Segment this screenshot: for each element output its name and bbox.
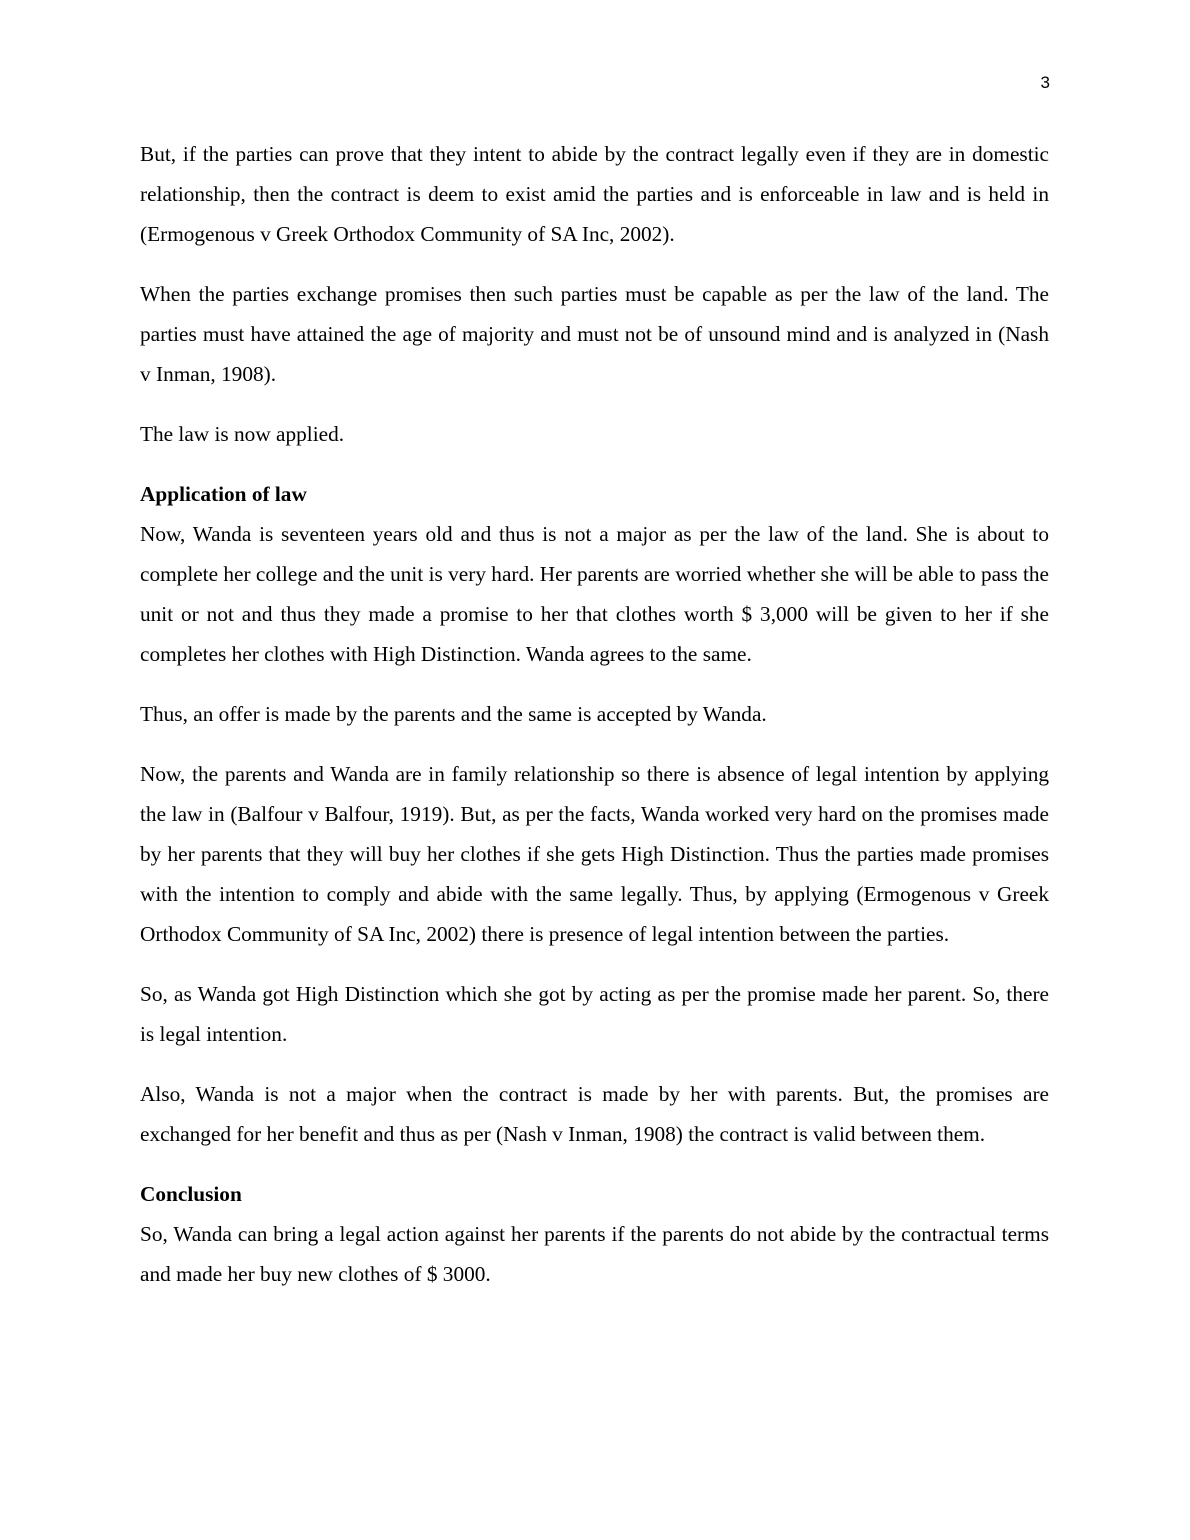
paragraph-high-distinction: So, as Wanda got High Distinction which she got by acting as per the promise made her parent. So, there is legal intention. (140, 982, 1049, 1046)
paragraph-offer-acceptance: Thus, an offer is made by the parents and the same is accepted by Wanda. (140, 702, 767, 726)
paragraph-domestic-intention: But, if the parties can prove that they intent to abide by the contract legally even if they are in domestic relationship, then the contract is deem to exist amid the parties and is enforceable in law and is held in (Ermogenous v Greek Orthodox Community of SA Inc, 2002). (140, 142, 1049, 246)
paragraph-conclusion: So, Wanda can bring a legal action against her parents if the parents do not abide by the contractual terms and made her buy new clothes of $ 3000. (140, 1222, 1049, 1286)
page-number: 3 (1040, 73, 1050, 92)
paragraph-wanda-facts: Now, Wanda is seventeen years old and thus is not a major as per the law of the land. She is about to complete her college and the unit is very hard. Her parents are worried whether she will be able to pass the unit or not and thus they made a promise to her that clothes worth $ 3,000 will be given to her if she completes her clothes with High Distinction. Wanda agrees to the same. (140, 522, 1049, 666)
paragraph-minor-benefit: Also, Wanda is not a major when the contract is made by her with parents. But, the promises are exchanged for her benefit and thus as per (Nash v Inman, 1908) the contract is valid between them. (140, 1082, 1049, 1146)
heading-conclusion: Conclusion (140, 1182, 242, 1206)
paragraph-legal-intention: Now, the parents and Wanda are in family relationship so there is absence of legal intention by applying the law in (Balfour v Balfour, 1919). But, as per the facts, Wanda worked very hard on the promises made by her parents that they will buy her clothes if she gets High Distinction. Thus the parties made promises with the intention to comply and abide with the same legally. Thus, by applying (Ermogenous v Greek Orthodox Community of SA Inc, 2002) there is presence of legal intention between the parties. (140, 762, 1049, 946)
paragraph-law-applied: The law is now applied. (140, 422, 345, 446)
heading-application-of-law: Application of law (140, 482, 307, 506)
paragraph-capacity: When the parties exchange promises then such parties must be capable as per the law of the land. The parties must have attained the age of majority and must not be of unsound mind and is analyzed in (Nash v Inman, 1908). (140, 282, 1049, 386)
document-body (140, 134, 1049, 1294)
